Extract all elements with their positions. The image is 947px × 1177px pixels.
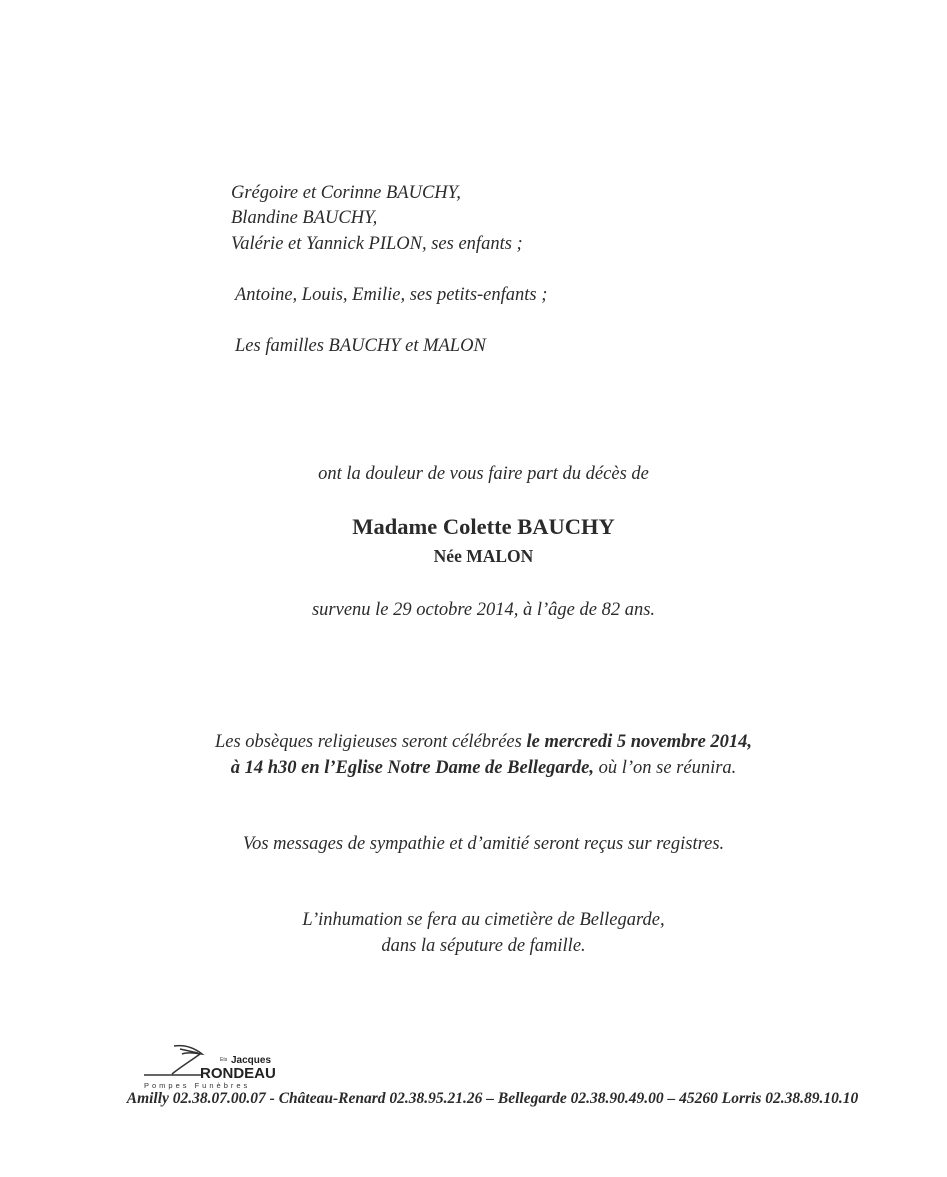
- funeral-line-1: [10, 731, 947, 753]
- funeral-line-2: [10, 757, 947, 779]
- footer-contacts: Amilly 02.38.07.00.07 - Château-Renard 02.38.95.21.26 – Bellegarde 02.38.90.49.00 – 45260 Lorris 02.38.89.10.10: [126, 1090, 859, 1107]
- messages-line: Vos messages de sympathie et d’amitié seront reçus sur registres.: [242, 834, 725, 854]
- families-line: Les familles BAUCHY et MALON: [235, 336, 486, 356]
- funeral-date: le mercredi 5 novembre 2014,: [526, 732, 753, 752]
- wing-icon: [142, 1040, 277, 1095]
- burial-line-1: L’inhumation se fera au cimetière de Bellegarde,: [302, 910, 665, 930]
- maiden-name: Née MALON: [433, 546, 534, 566]
- svg-text:Ets: Ets: [220, 1057, 228, 1063]
- funeral-text-2: où l’on se réunira.: [593, 758, 737, 778]
- funeral-place: à 14 h30 en l’Eglise Notre Dame de Bellegarde,: [230, 758, 594, 778]
- svg-text:RONDEAU: RONDEAU: [200, 1065, 276, 1082]
- svg-text:Jacques: Jacques: [231, 1055, 272, 1066]
- funeral-text: Les obsèques religieuses seront célébrées: [214, 732, 527, 752]
- grandchildren-line: Antoine, Louis, Emilie, ses petits-enfants ;: [235, 285, 548, 305]
- family-line-1: Grégoire et Corinne BAUCHY,: [231, 183, 461, 203]
- family-line-3: Valérie et Yannick PILON, ses enfants ;: [231, 234, 523, 254]
- family-line-2: Blandine BAUCHY,: [231, 208, 378, 228]
- announcement: ont la douleur de vous faire part du décès de: [318, 464, 649, 484]
- death-date: survenu le 29 octobre 2014, à l’âge de 82 ans.: [311, 600, 656, 620]
- burial-line-2: dans la séputure de famille.: [381, 936, 586, 956]
- rondeau-logo: [142, 1040, 277, 1095]
- deceased-name: Madame Colette BAUCHY: [352, 514, 615, 539]
- svg-text:Pompes Funèbres: Pompes Funèbres: [144, 1081, 251, 1090]
